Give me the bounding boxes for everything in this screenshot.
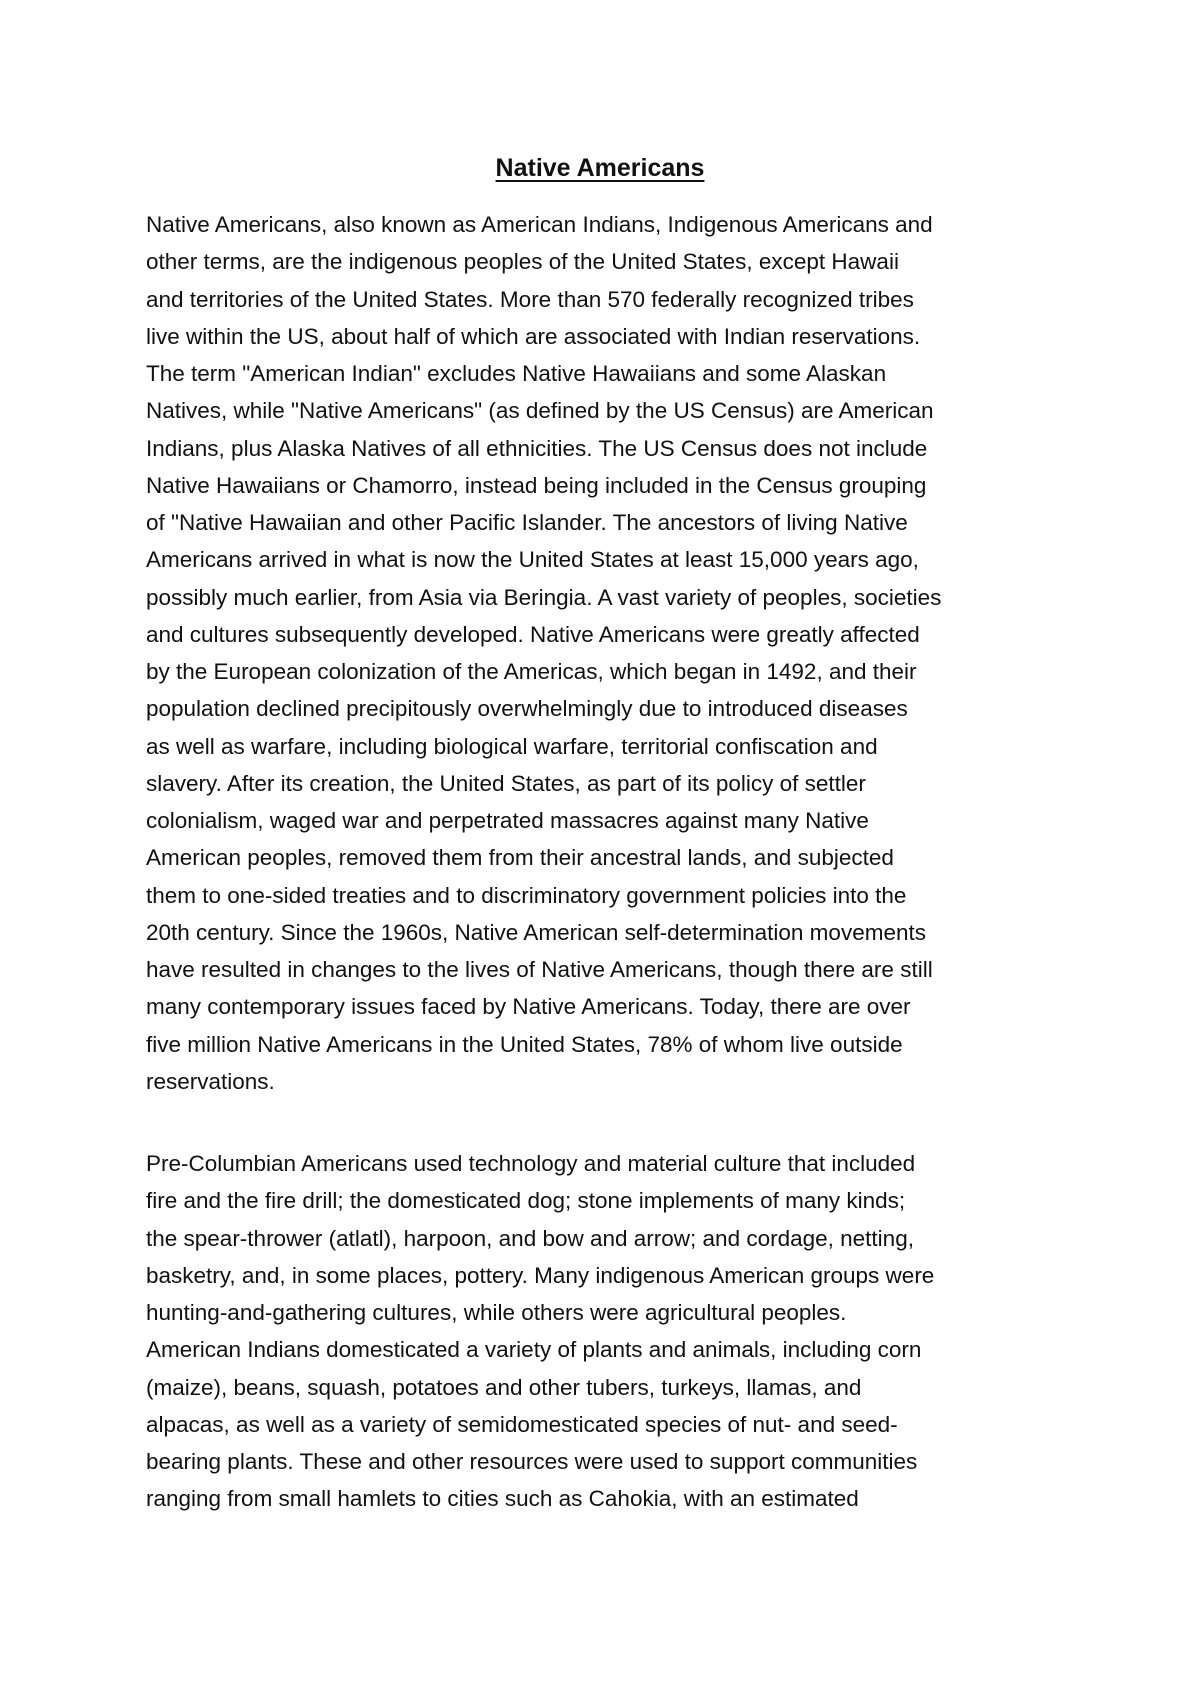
paragraph-1 xyxy=(146,206,1076,1100)
paragraph-line: alpacas, as well as a variety of semidomesticated species of nut- and seed- xyxy=(146,1411,898,1437)
paragraph-line: and territories of the United States. More than 570 federally recognized tribes xyxy=(146,286,914,312)
paragraph-line: and cultures subsequently developed. Native Americans were greatly affected xyxy=(146,621,920,647)
paragraph-line: Native Hawaiians or Chamorro, instead being included in the Census grouping xyxy=(146,472,927,498)
paragraph-line: them to one-sided treaties and to discriminatory government policies into the xyxy=(146,882,907,908)
paragraph-line: of "Native Hawaiian and other Pacific Islander. The ancestors of living Native xyxy=(146,510,908,535)
page-title: Native Americans xyxy=(495,154,705,182)
paragraph-line: possibly much earlier, from Asia via Beringia. A vast variety of peoples, societies xyxy=(146,584,942,610)
paragraph-line: slavery. After its creation, the United States, as part of its policy of settler xyxy=(146,770,866,796)
paragraph-line: by the European colonization of the Americas, which began in 1492, and their xyxy=(146,659,917,684)
paragraph-line: basketry, and, in some places, pottery. Many indigenous American groups were xyxy=(146,1262,935,1288)
paragraph-line: Native Americans, also known as American Indians, Indigenous Americans and xyxy=(146,212,933,237)
paragraph-line: have resulted in changes to the lives of Native Americans, though there are still xyxy=(146,957,933,982)
paragraph-line: Natives, while "Native Americans" (as defined by the US Census) are American xyxy=(146,398,934,424)
paragraph-line: ranging from small hamlets to cities such as Cahokia, with an estimated xyxy=(146,1486,859,1512)
paragraph-line: hunting-and-gathering cultures, while others were agricultural peoples. xyxy=(146,1300,847,1325)
paragraph-line: many contemporary issues faced by Native Americans. Today, there are over xyxy=(146,994,911,1020)
paragraph-line: American Indians domesticated a variety of plants and animals, including corn xyxy=(146,1337,922,1363)
paragraph-line: Americans arrived in what is now the United States at least 15,000 years ago, xyxy=(146,547,919,573)
paragraph-line: other terms, are the indigenous peoples of the United States, except Hawaii xyxy=(146,249,899,275)
paragraph-line: American peoples, removed them from their ancestral lands, and subjected xyxy=(146,845,894,871)
paragraph-line: five million Native Americans in the United States, 78% of whom live outside xyxy=(146,1031,903,1057)
paragraph-line: as well as warfare, including biological warfare, territorial confiscation and xyxy=(146,733,878,759)
paragraph-line: Pre-Columbian Americans used technology and material culture that included xyxy=(146,1151,916,1176)
paragraph-line: The term "American Indian" excludes Native Hawaiians and some Alaskan xyxy=(146,361,887,386)
paragraph-line: Indians, plus Alaska Natives of all ethnicities. The US Census does not include xyxy=(146,435,928,461)
paragraph-2 xyxy=(146,1145,1076,1518)
paragraph-line: population declined precipitously overwhelmingly due to introduced diseases xyxy=(146,696,908,722)
paragraph-line: (maize), beans, squash, potatoes and other tubers, turkeys, llamas, and xyxy=(146,1374,862,1400)
paragraph-line: live within the US, about half of which are associated with Indian reservations. xyxy=(146,323,921,349)
paragraph-line: colonialism, waged war and perpetrated massacres against many Native xyxy=(146,808,869,833)
paragraph-line: bearing plants. These and other resources were used to support communities xyxy=(146,1449,918,1474)
paragraph-line: 20th century. Since the 1960s, Native American self-determination movements xyxy=(146,919,926,945)
paragraph-line: fire and the fire drill; the domesticated dog; stone implements of many kinds; xyxy=(146,1188,906,1214)
paragraph-line: reservations. xyxy=(146,1068,275,1094)
paragraph-line: the spear-thrower (atlatl), harpoon, and bow and arrow; and cordage, netting, xyxy=(146,1225,914,1251)
